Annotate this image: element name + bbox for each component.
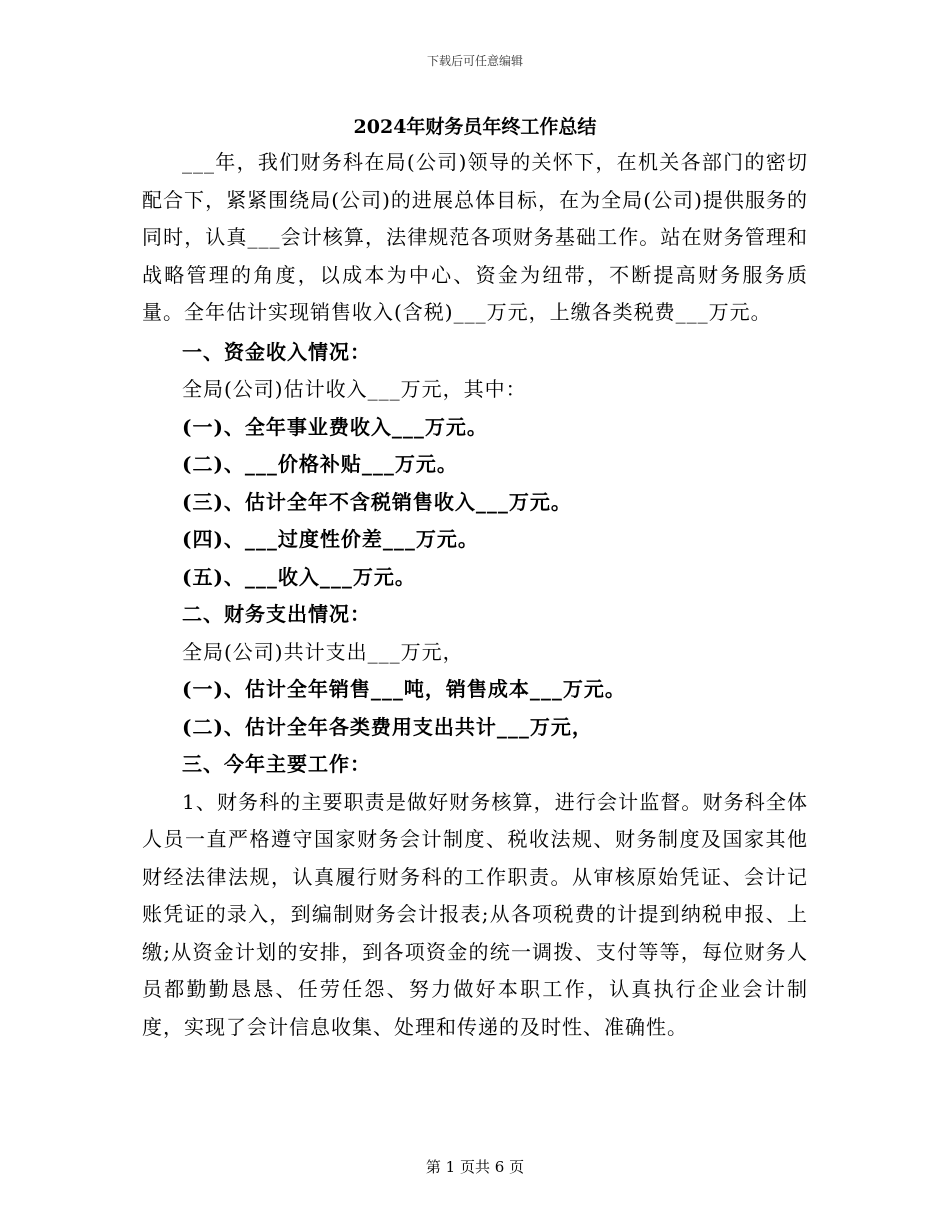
section-1-item: (三)、估计全年不含税销售收入___万元。: [182, 489, 572, 514]
section-3-paragraph: 1、财务科的主要职责是做好财务核算，进行会计监督。财务科全体人员一直严格遵守国家财务会计制度、税收法规、财务制度及国家其他财经法律法规，认真履行财务科的工作职责。从审核原始凭证、会计记账凭证的录入，到编制财务会计报表;从各项税费的计提到纳税申报、上缴;从资金计划的安排，到各项资金的统一调拨、支付等等，每位财务人员都勤勤恳恳、任劳任怨、努力做好本职工作，认真执行企业会计制度，实现了会计信息收集、处理和传递的及时性、准确性。: [142, 789, 808, 1039]
page-footer: 第 1 页共 6 页: [425, 1158, 525, 1176]
page-header: 下载后可任意编辑: [426, 54, 523, 68]
section-3-heading: 三、今年主要工作：: [182, 752, 371, 776]
intro-paragraph: ___年，我们财务科在局(公司)领导的关怀下，在机关各部门的密切配合下，紧紧围绕局(公司)的进展总体目标，在为全局(公司)提供服务的同时，认真___会计核算，法律规范各项财务基础工作。站在财务管理和战略管理的角度，以成本为中心、资金为纽带，不断提高财务服务质量。全年估计实现销售收入(含税)___万元，上缴各类税费___万元。: [142, 150, 808, 324]
document-title: 2024年财务员年终工作总结: [353, 116, 597, 138]
section-2-item: (一)、估计全年销售___吨，销售成本___万元。: [182, 677, 626, 701]
section-1-summary: 全局(公司)估计收入___万元，其中：: [182, 377, 527, 401]
section-1-heading: 一、资金收入情况：: [182, 339, 371, 364]
section-1-item: (五)、___收入___万元。: [182, 564, 416, 589]
section-1-item: (二)、___价格补贴___万元。: [182, 452, 458, 476]
section-1-item: (四)、___过度性价差___万元。: [182, 527, 479, 551]
section-2-heading: 二、财务支出情况：: [182, 602, 371, 626]
section-2-summary: 全局(公司)共计支出___万元，: [182, 639, 464, 664]
document-body: [142, 110, 808, 1046]
section-1-item: (一)、全年事业费收入___万元。: [182, 414, 488, 439]
section-2-item: (二)、估计全年各类费用支出共计___万元，: [182, 714, 593, 739]
